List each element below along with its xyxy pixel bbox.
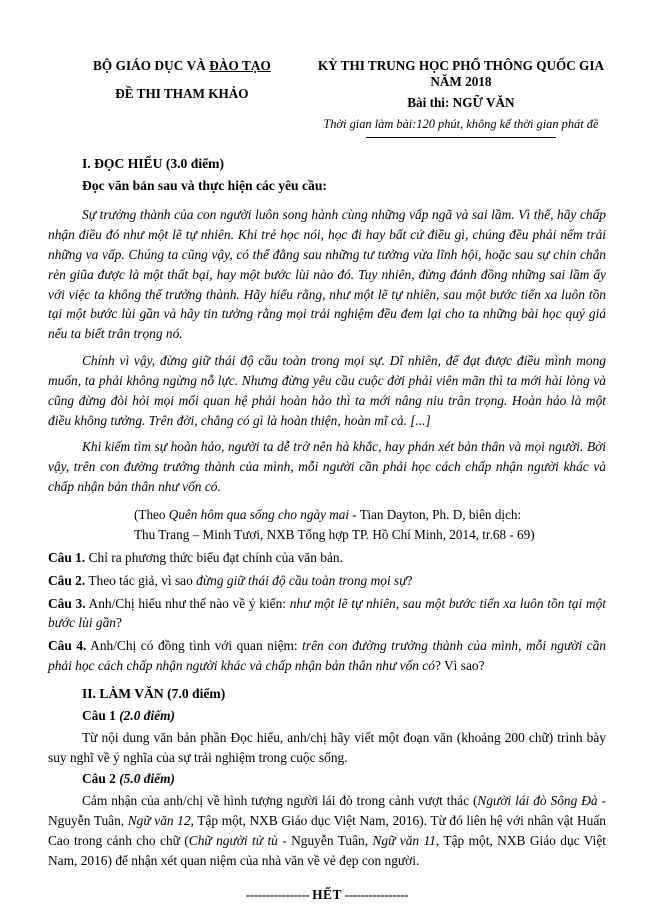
- source-line-1: [134, 505, 606, 525]
- essay-question-1-score: (2.0 điểm): [119, 707, 175, 723]
- question-4-label: Câu 4.: [48, 638, 87, 654]
- header-right-block: [316, 56, 606, 138]
- reading-paragraph-3: Khi kiếm tìm sự hoàn hảo, người ta dễ trở nên hà khắc, hay phán xét bản thân và mọi người. Bởi vậy, trên con đường trưởng thành của mình, mỗi người cần phải học cách chấp nhận người khác và chấp nhận bản thân như vốn có.: [48, 439, 606, 494]
- essay-question-1-text: Từ nội dung văn bản phần Đọc hiểu, anh/chị hãy viết một đoạn văn (khoảng 200 chữ) trình bày suy nghĩ về ý nghĩa của sự trải nghiệm trong cuộc sống.: [48, 729, 606, 765]
- end-dashes-right: ----------------: [341, 886, 409, 902]
- essay-question-1-label: Câu 1: [82, 707, 120, 723]
- eq2-part-6: - Nguyễn Tuân,: [277, 832, 373, 848]
- end-dashes-left: ----------------: [245, 886, 313, 902]
- subject-line: [316, 95, 606, 111]
- exam-title: KỲ THI TRUNG HỌC PHỔ THÔNG QUỐC GIA NĂM 2018: [317, 58, 604, 89]
- source-prefix: (Theo: [134, 506, 169, 522]
- source-book-title: Quên hôm qua sống cho ngày mai: [168, 506, 350, 522]
- eq2-part-0: Cảm nhận của anh/chị về hình tượng người lái đò trong cảnh vượt thác (: [82, 793, 478, 809]
- end-text: HẾT: [312, 886, 342, 902]
- question-2: [48, 571, 606, 591]
- essay-question-2-text: [48, 791, 606, 870]
- question-3-text-a: Anh/Chị hiểu như thế nào về ý kiến:: [85, 595, 290, 611]
- eq2-part-4: , Tập một, NXB Giáo dục Việt Nam, 2016). Từ đó liên hệ với nhân vật Huấn Cao trong cảnh cho chữ (: [48, 813, 606, 848]
- question-4-quote: trên con đường trưởng thành của mình, mỗi người cần phải học cách chấp nhận người khác và chấp nhận bản thân như vốn có: [48, 638, 606, 674]
- question-3-label: Câu 3.: [48, 595, 86, 611]
- question-3-quote: như một lẽ tự nhiên, sau một bước tiến xa luôn tồn tại một bước lùi gần: [48, 595, 606, 631]
- eq2-textbook-2: Ngữ văn 11: [372, 832, 436, 848]
- exam-type-label: ĐỀ THI THAM KHẢO: [115, 86, 249, 101]
- ministry-name-part1: BỘ GIÁO DỤC VÀ: [92, 58, 210, 73]
- source-suffix: - Tian Dayton, Ph. D, biên dịch:: [349, 506, 522, 522]
- question-2-text-b: ?: [406, 572, 413, 588]
- essay-question-2-score: (5.0 điểm): [119, 771, 175, 787]
- essay-question-2-label: Câu 2: [82, 771, 120, 787]
- end-marker: [48, 885, 606, 905]
- essay-question-2-heading: [82, 769, 606, 789]
- question-1-label: Câu 1.: [48, 549, 86, 565]
- exam-duration: Thời gian làm bài:120 phút, không kể thời gian phát đề: [323, 117, 599, 131]
- question-3-text-b: ?: [116, 615, 122, 631]
- question-1-text: Chỉ ra phương thức biểu đạt chính của văn bản.: [85, 549, 343, 565]
- question-2-text-a: Theo tác giả, vì sao: [85, 572, 197, 588]
- document-body: [48, 154, 606, 904]
- reading-paragraph-1: Sự trưởng thành của con người luôn song hành cùng những vấp ngã và sai lầm. Vì thế, hãy chấp nhận điều đó như một lẽ tự nhiên. Khi trẻ học nói, học đi hay bất cứ điều gì, chúng đều phải nếm trải những va vấp. Chúng ta cũng vậy, có thể đằng sau những tư tưởng vừa lĩnh hội, hoặc sau sự chin chắn rèn giũa được là một thất bại, hay một bước lùi nào đó. Tuy nhiên, đừng đánh đồng những sai lầm ấy với việc ta không thể trưởng thành. Hãy hiểu rằng, như một lẽ tự nhiên, sau một bước tiến xa luôn tồn tại một bước lùi gần và hãy tin tưởng rằng mọi trải nghiệm đều đem lại cho ta những bài học quý giá nếu ta biết trân trọng nó.: [48, 207, 606, 342]
- question-3: [48, 594, 606, 634]
- section-1-instruction: Đọc văn bản sau và thực hiện các yêu cầu:: [82, 178, 327, 194]
- ministry-name: [48, 58, 316, 74]
- eq2-work-title-1: Người lái đò Sông Đà: [477, 793, 598, 809]
- document-header: [48, 56, 606, 138]
- section-1-title: I. ĐỌC HIỂU (3.0 điểm): [82, 156, 224, 171]
- reading-paragraph-2: Chính vì vậy, đừng giữ thái độ cầu toàn trong mọi sự. Dĩ nhiên, để đạt được điều mình mong muốn, ta phải không ngừng nỗ lực. Nhưng đừng yêu cầu cuộc đời phải viên mãn thì ta mới hài lòng và cũng đừng đòi hỏi mọi mối quan hệ phải hoàn hảo thì ta mới nâng niu trân trọng. Hoàn hảo là một điều không tưởng. Trên đời, chẳng có gì là hoàn thiện, hoàn mĩ cả. [...]: [48, 353, 606, 428]
- header-left-block: [48, 56, 316, 102]
- source-line-2: Thu Trang – Minh Tươi, NXB Tổng hợp TP. Hồ Chí Minh, 2014, tr.68 - 69): [134, 527, 535, 543]
- question-4-text-a: Anh/Chị có đồng tình với quan niệm:: [86, 638, 303, 654]
- section-2-title: II. LÀM VĂN (7.0 điểm): [82, 685, 226, 701]
- eq2-part-8: , Tập một, NXB Giáo dục Việt Nam, 2016) để nhận xét quan niệm của nhà văn về vẻ đẹp con người.: [48, 832, 606, 868]
- header-divider: [366, 137, 556, 138]
- question-1: [48, 548, 606, 568]
- ministry-name-part2: ĐÀO TẠO: [209, 58, 271, 73]
- eq2-part-2: - Nguyễn Tuân,: [48, 793, 606, 829]
- question-4: [48, 636, 606, 676]
- question-4-text-b: ? Vì sao?: [434, 658, 485, 674]
- question-2-label: Câu 2.: [48, 572, 86, 588]
- question-2-quote: đừng giữ thái độ cầu toàn trong mọi sự: [196, 572, 407, 588]
- subject-value: NGỮ VĂN: [452, 95, 515, 110]
- eq2-textbook-1: Ngữ văn 12: [127, 813, 191, 829]
- eq2-work-title-2: Chữ người tử tù: [188, 832, 278, 848]
- subject-label: Bài thi:: [407, 95, 453, 110]
- essay-question-1-heading: [82, 706, 606, 726]
